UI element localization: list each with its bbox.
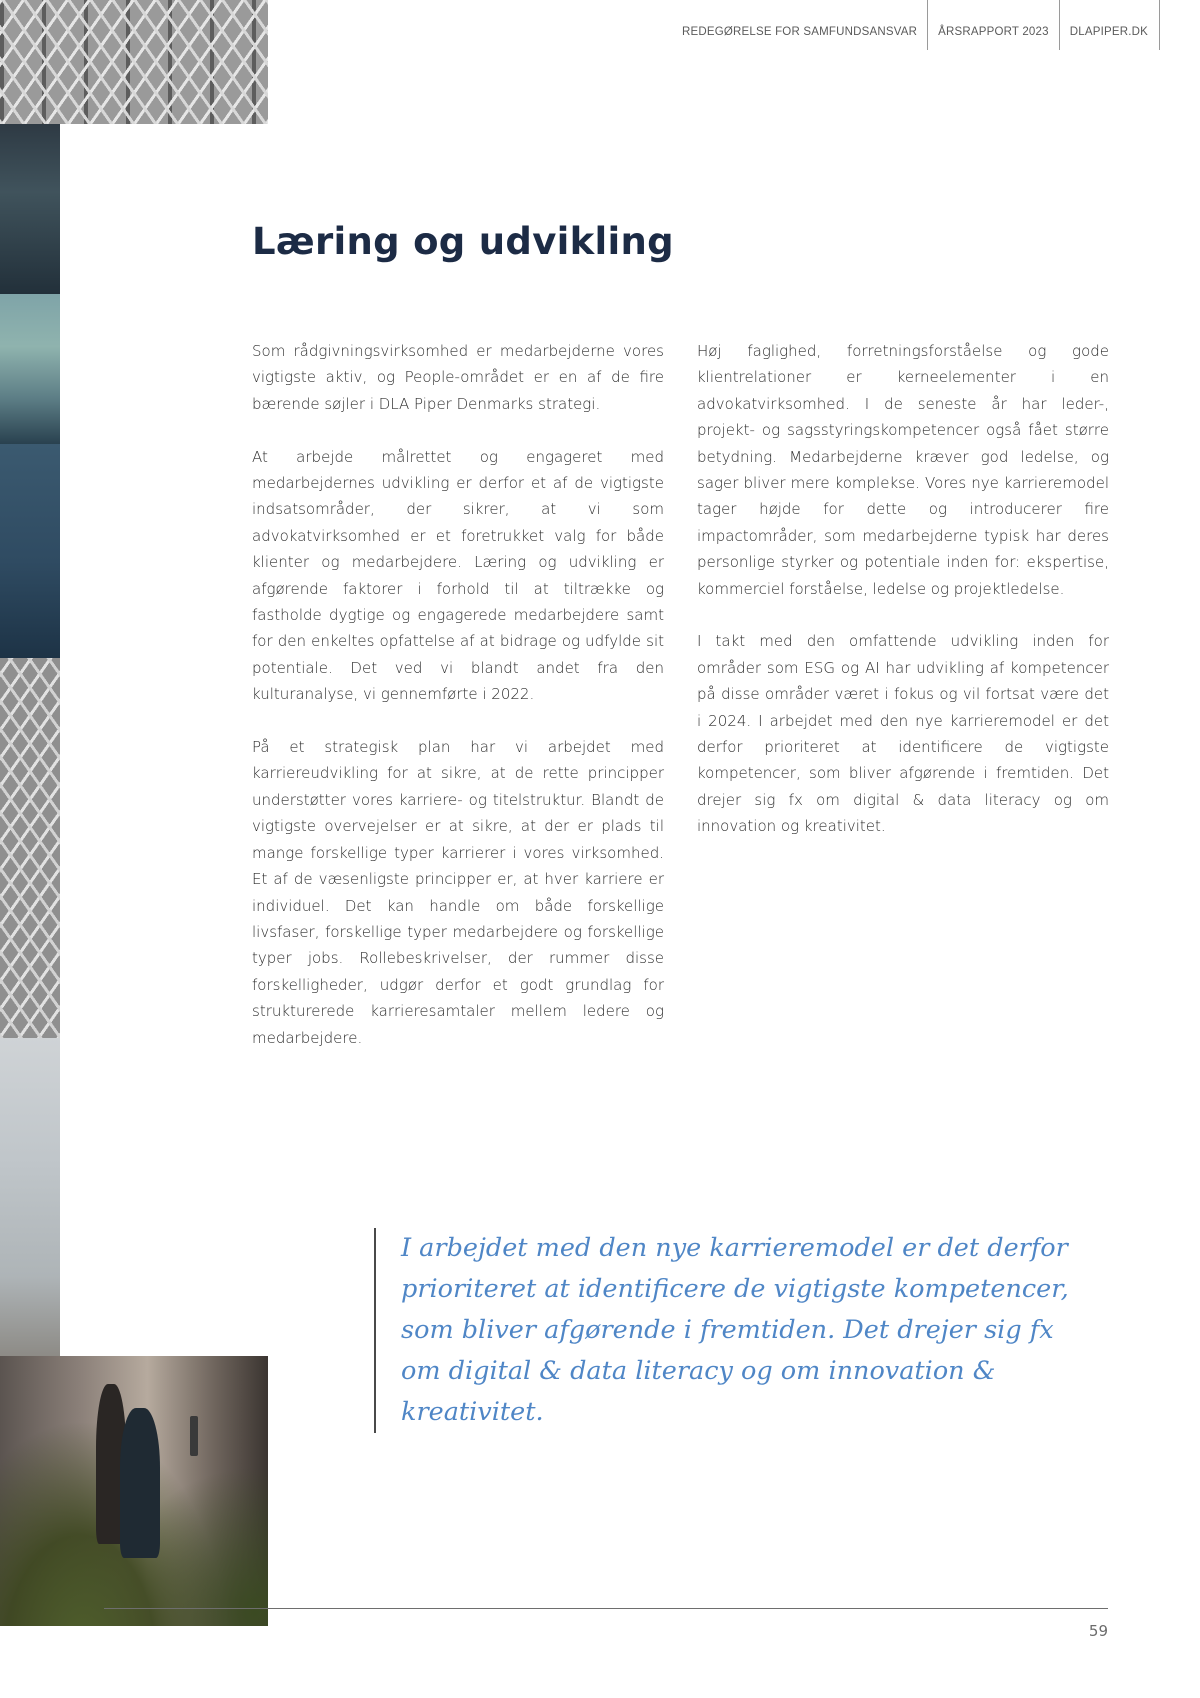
harbour-view-photo: [0, 1038, 60, 1356]
city-view-photo: [0, 294, 60, 444]
pull-quote-text: I arbejdet med den nye karrieremodel er det derfor prioriteret at identificere de vigtigste kompetencer, som bliver afgørende i fremtiden. Det drejer sig fx om digital & data literacy og om innovation & kreativitet.: [401, 1233, 1069, 1427]
paragraph: I takt med den omfattende udvikling inden for områder som ESG og AI har udvikling af kompetencer på disse områder været i fokus og vil fortsat være det i 2024. I arbejdet med den nye karrieremodel er det derfor prioriteret at identificere de vigtigste kompetencer, som bliver afgørende i fremtiden. Det drejer sig fx om digital & data literacy og om innovation og kreativitet.: [697, 632, 1109, 836]
office-people-photo: [0, 1356, 268, 1626]
header-website-link[interactable]: DLAPIPER.DK: [1069, 26, 1148, 38]
decorative-photo-strip: [0, 0, 268, 1626]
glass-facade-photo: [0, 444, 60, 658]
header-divider: [1159, 0, 1160, 50]
pull-quote: [374, 1228, 1094, 1433]
page-number: 59: [1088, 1622, 1108, 1640]
page-title: Læring og udvikling: [252, 220, 674, 263]
page-header: [672, 0, 1200, 50]
paragraph: Som rådgivningsvirksomhed er medarbejderne vores vigtigste aktiv, og People-området er en af de fire bærende søjler i DLA Piper Denmarks strategi.: [252, 342, 664, 413]
paragraph: At arbejde målrettet og engageret med medarbejdernes udvikling er derfor et af de vigtigste indsatsområder, der sikrer, at vi som advokatvirksomhed er et foretrukket valg for både klienter og medarbejdere. Læring og udvikling er afgørende faktorer i forhold til at tiltrække og fastholde dygtige og engagerede medarbejdere samt for den enkeltes opfattelse af at bidrage og udfylde sit potentiale. Det ved vi blandt andet fra den kulturanalyse, vi gennemførte i 2022.: [252, 447, 664, 704]
body-column-right: [697, 338, 1109, 866]
metal-mesh-photo: [0, 0, 268, 124]
paragraph: På et strategisk plan har vi arbejdet med karriereudvikling for at sikre, at de rette principper understøtter vores karriere- og titelstruktur. Blandt de vigtigste overvejelser er at sikre, at der er plads til mange forskellige typer karrierer i vores virksomhed. Et af de væsenligste principper er, at hver karriere er individuel. Det kan handle om både forskellige livsfaser, forskellige typer medarbejdere og forskellige typer jobs. Rollebeskrivelser, der rummer disse forskelligheder, udgør derfor et godt grundlag for strukturerede karrieresamtaler mellem ledere og medarbejdere.: [252, 738, 664, 1047]
footer-divider: [104, 1608, 1108, 1609]
body-column-left: [252, 338, 664, 1077]
header-section-label: REDEGØRELSE FOR SAMFUNDSANSVAR: [681, 26, 918, 38]
header-report-label: ÅRSRAPPORT 2023: [938, 26, 1049, 38]
metal-mesh-photo-2: [0, 658, 60, 1038]
office-ceiling-photo: [0, 124, 60, 294]
paragraph: Høj faglighed, forretningsforståelse og gode klientrelationer er kerneelementer i en advokatvirksomhed. I de seneste år har leder-, projekt- og sagsstyringskompetencer også fået større betydning. Medarbejderne kræver god ledelse, og sager bliver mere komplekse. Vores nye karrieremodel tager højde for dette og introducerer fire impactområder, som medarbejderne typisk har deres personlige styrker og potentiale inden for: ekspertise, kommerciel forståelse, ledelse og projektledelse.: [697, 342, 1109, 598]
